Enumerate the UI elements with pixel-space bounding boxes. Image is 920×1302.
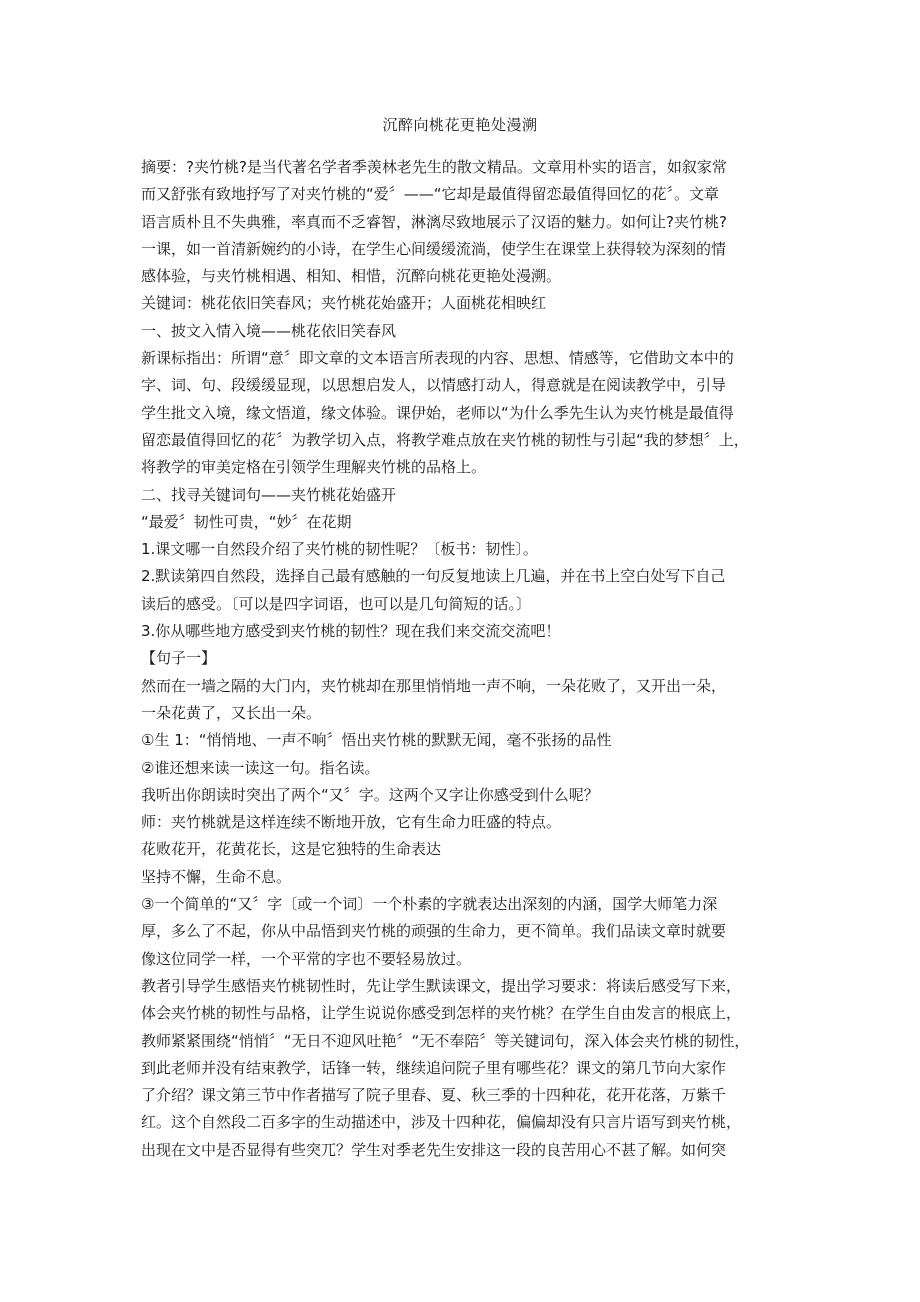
numbered-item: 3.你从哪些地方感受到夹竹桃的韧性？现在我们来交流交流吧！	[141, 622, 561, 641]
paragraph-line: 然而在一墙之隔的大门内，夹竹桃却在那里悄悄地一声不响，一朵花败了，又开出一朵，	[141, 676, 727, 695]
circled-item: ③一个简单的“又〞字〔或一个词〕一个朴素的字就表达出深刻的内涵，国学大师笔力深	[141, 895, 718, 914]
subheading-line: “最爱〞韧性可贵，“妙〞在花期	[141, 512, 352, 531]
abstract-line: 一课，如一首清新婉约的小诗，在学生心间缓缓流淌，使学生在课堂上获得较为深刻的情	[141, 239, 727, 258]
paragraph-line: 将教学的审美定格在引领学生理解夹竹桃的品格上。	[141, 458, 487, 477]
paragraph-line: 新课标指出：所谓“意〞即文章的文本语言所表现的内容、思想、情感等，它借助文本中的	[141, 349, 734, 368]
paragraph-line: 教师紧紧围绕“悄悄〞“无日不迎风吐艳〞“无不奉陪〞等关键词句，深入体会夹竹桃的韧性，	[141, 1031, 750, 1050]
paragraph-line: 学生批文入境，缘文悟道，缘文体验。课伊始，老师以“为什么季先生认为夹竹桃是最值得	[141, 403, 734, 422]
document-body	[141, 154, 791, 1164]
paragraph-line: 留恋最值得回忆的花〞为教学切入点，将教学难点放在夹竹桃的韧性与引起“我的梦想〞上，	[141, 430, 749, 449]
paragraph-line: 字、词、句、段缓缓显现，以思想启发人，以情感打动人，得意就是在阅读教学中，引导	[141, 376, 727, 395]
paragraph-line: 坚持不懈，生命不息。	[141, 867, 292, 886]
paragraph-line: 了介绍？课文第三节中作者描写了院子里春、夏、秋三季的十四种花，花开花落，万紫千	[141, 1086, 727, 1105]
paragraph-line: 读后的感受。〔可以是四字词语，也可以是几句简短的话。〕	[141, 594, 532, 613]
paragraph-line: 我听出你朗读时突出了两个“又〞字。这两个又字让你感受到什么呢？	[141, 785, 599, 804]
abstract-line: 感体验，与夹竹桃相遇、相知、相惜，沉醉向桃花更艳处漫溯。	[141, 267, 562, 286]
paragraph-line: 像这位同学一样，一个平常的字也不要轻易放过。	[141, 949, 472, 968]
section-heading: 一、披文入情入境——桃花依旧笑春风	[141, 321, 397, 340]
paragraph-line: 红。这个自然段二百多字的生动描述中，涉及十四种花，偏偏却没有只言片语写到夹竹桃，	[141, 1113, 742, 1132]
circled-item: ①生 1：“悄悄地、一声不响〞悟出夹竹桃的默默无闻，毫不张扬的品性	[141, 731, 612, 750]
paragraph-line: 出现在文中是否显得有些突兀？学生对季老先生安排这一段的良苦用心不甚了解。如何突	[141, 1140, 727, 1159]
keywords-line: 关键词：桃花依旧笑春风；夹竹桃花始盛开；人面桃花相映红	[141, 294, 547, 313]
paragraph-line: 师：夹竹桃就是这样连续不断地开放，它有生命力旺盛的特点。	[141, 813, 562, 832]
paragraph-line: 教者引导学生感悟夹竹桃韧性时，先让学生默读课文，提出学习要求：将读后感受写下来，	[141, 976, 742, 995]
paragraph-line: 花败花开，花黄花长，这是它独特的生命表达	[141, 840, 442, 859]
sentence-label: 【句子一】	[141, 649, 217, 668]
paragraph-line: 体会夹竹桃的韧性与品格，让学生说说你感受到怎样的夹竹桃？在学生自由发言的根底上，	[141, 1004, 742, 1023]
abstract-line: 而又舒张有致地抒写了对夹竹桃的“爱〞——“它却是最值得留恋最值得回忆的花〞。文章	[141, 185, 720, 204]
paragraph-line: 一朵花黄了，又长出一朵。	[141, 703, 322, 722]
section-heading: 二、找寻关键词句——夹竹桃花始盛开	[141, 485, 397, 504]
numbered-item: 1.课文哪一自然段介绍了夹竹桃的韧性呢？〔板书：韧性〕。	[141, 540, 538, 559]
numbered-item: 2.默读第四自然段，选择自己最有感触的一句反复地读上几遍，并在书上空白处写下自己	[141, 567, 726, 586]
paragraph-line: 到此老师并没有结束教学，话锋一转，继续追问院子里有哪些花？课文的第几节向大家作	[141, 1058, 727, 1077]
abstract-line: 语言质朴且不失典雅，率真而不乏睿智，淋漓尽致地展示了汉语的魅力。如何让?夹竹桃?	[141, 212, 727, 231]
circled-item: ②谁还想来读一读这一句。指名读。	[141, 758, 380, 777]
abstract-line: 摘要：?夹竹桃?是当代著名学者季羡林老先生的散文精品。文章用朴实的语言，如叙家常	[141, 158, 727, 176]
paragraph-line: 厚，多么了不起，你从中品悟到夹竹桃的顽强的生命力，更不简单。我们品读文章时就要	[141, 922, 727, 941]
document-title: 沉醉向桃花更艳处漫溯	[382, 116, 538, 134]
